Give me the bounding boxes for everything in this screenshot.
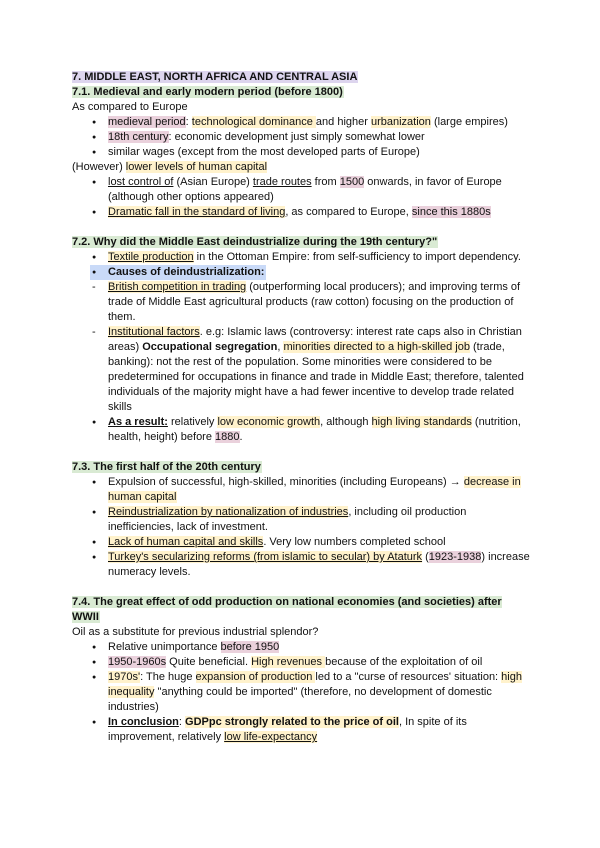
text-run: (outperforming local producers); and improving terms of trade of Middle East agricultural products (raw cotton) focusing on the production of them. xyxy=(108,281,521,323)
text-run: onwards, in favor of Europe (although other options appeared) xyxy=(108,176,502,203)
bullet-list-7-1 xyxy=(72,115,532,160)
text-run: minorities directed to a high-skilled job xyxy=(283,341,470,353)
text-run: . e.g: Islamic laws (controversy: interest rate caps also in Christian areas) xyxy=(108,326,522,353)
list-item xyxy=(72,640,532,655)
text-run: Institutional factors xyxy=(108,326,200,338)
section-heading-7-3 xyxy=(72,460,532,475)
list-item xyxy=(72,715,532,745)
text-run: Turkey's secularizing reforms (from islamic to secular) by Ataturk xyxy=(108,551,423,563)
bullet-list-7-4 xyxy=(72,640,532,745)
text-run: British competition in trading xyxy=(108,281,247,293)
text-run: In conclusion xyxy=(108,716,179,728)
text-run: decrease in human capital xyxy=(108,476,521,503)
text-run: 7.2. Why did the Middle East deindustrialize during the 19th century?" xyxy=(72,236,438,248)
text-run: , xyxy=(277,341,284,353)
text-run: urbanization xyxy=(370,116,431,128)
list-item xyxy=(72,505,532,535)
text-run: High revenues xyxy=(251,656,326,668)
list-item xyxy=(72,175,532,205)
text-run: 7.4. The great effect of odd production on national economies (and societies) after WWII xyxy=(72,596,502,623)
list-item xyxy=(72,655,532,670)
text-run: trade routes xyxy=(252,176,312,188)
text-run: Lack of human capital and skills xyxy=(108,536,264,548)
text-run: , although xyxy=(320,416,372,428)
text-run: ) increase numeracy levels. xyxy=(108,551,530,578)
text-run: : xyxy=(185,116,192,128)
text-run: : xyxy=(178,716,186,728)
text-run: and higher xyxy=(315,116,371,128)
chapter-title xyxy=(72,70,532,85)
list-item xyxy=(72,535,532,550)
text-run: (Asian Europe) xyxy=(173,176,253,188)
section-heading-7-2 xyxy=(72,235,532,250)
text-run: Textile production xyxy=(108,251,194,263)
text-run: . xyxy=(239,431,243,443)
text-run: similar wages (except from the most developed parts of Europe) xyxy=(108,146,420,158)
intro-text: Oil as a substitute for previous industrial splendor? xyxy=(72,626,319,638)
text-run: 7. MIDDLE EAST, NORTH AFRICA AND CENTRAL ASIA xyxy=(72,71,358,83)
list-item xyxy=(72,130,532,145)
dash-item xyxy=(72,280,532,325)
text-run: technological dominance xyxy=(191,116,316,128)
text-run: 7.3. The first half of the 20th century xyxy=(72,461,261,473)
text-run: 1923-1938 xyxy=(428,551,482,563)
list-item xyxy=(72,550,532,580)
text-run: relatively xyxy=(167,416,218,428)
text-run: 18th century xyxy=(108,131,169,143)
text-run: low economic growth xyxy=(217,416,321,428)
text-run: Occupational segregation xyxy=(142,341,278,353)
text-run: medieval period xyxy=(108,116,186,128)
list-item xyxy=(72,205,532,220)
text-run: high living standards xyxy=(371,416,472,428)
text-run: 1950-1960s xyxy=(108,656,167,668)
text-run: Quite beneficial. xyxy=(166,656,252,668)
text-run: because of the exploitation of oil xyxy=(325,656,483,668)
text-run: "anything could be imported" (therefore, no development of domestic industries) xyxy=(108,686,492,713)
text-run: high inequality xyxy=(108,671,522,698)
bullet-list-7-3 xyxy=(72,475,532,580)
bullet-list-7-1b xyxy=(72,175,532,220)
text-run: 1500 xyxy=(339,176,365,188)
text-run: Dramatic fall in the standard of living xyxy=(108,206,286,218)
text-run: ( xyxy=(422,551,429,563)
text-run: in the Ottoman Empire: from self-sufficiency to import dependency. xyxy=(193,251,521,263)
text-run: : The huge xyxy=(140,671,196,683)
text-run: , In spite of its improvement, relatively xyxy=(108,716,467,743)
text-run: Causes of deindustrialization: xyxy=(108,266,265,278)
text-run: 1880 xyxy=(215,431,240,443)
list-item xyxy=(72,670,532,715)
text-run: : economic development just simply somewhat lower xyxy=(168,131,425,143)
text-run: Expulsion of successful, high-skilled, minorities (including Europeans) → xyxy=(108,476,464,488)
text-run: expansion of production xyxy=(195,671,316,683)
text-run: lost control of xyxy=(108,176,174,188)
text-run: (However) xyxy=(72,161,126,173)
text-run: As a result: xyxy=(108,416,168,428)
text-run: low life-expectancy xyxy=(224,731,318,743)
text-run: , as compared to Europe, xyxy=(285,206,412,218)
list-item-causes xyxy=(90,265,266,280)
dash-item xyxy=(72,325,532,415)
list-item xyxy=(72,115,532,130)
text-run: (large empires) xyxy=(430,116,508,128)
section-heading-7-4 xyxy=(72,595,532,625)
text-run: Reindustrialization by nationalization of industries xyxy=(108,506,349,518)
text-run: from xyxy=(311,176,340,188)
text-run: , including oil production inefficiencies, lack of investment. xyxy=(108,506,467,533)
text-run: 7.1. Medieval and early modern period (before 1800) xyxy=(72,86,343,98)
list-item xyxy=(72,145,532,160)
text-run: since this 1880s xyxy=(411,206,491,218)
intro-text: As compared to Europe xyxy=(72,101,188,113)
section-heading-7-1 xyxy=(72,85,532,100)
list-item xyxy=(72,475,532,505)
text-run: before 1950 xyxy=(220,641,280,653)
text-run: Relative unimportance xyxy=(108,641,221,653)
text-run: . Very low numbers completed school xyxy=(263,536,446,548)
text-run: 1970s' xyxy=(108,671,141,683)
bullet-list-7-2 xyxy=(72,250,532,445)
text-run: (nutrition, health, height) before xyxy=(108,416,521,443)
text-run: lower levels of human capital xyxy=(125,161,268,173)
however-text xyxy=(72,160,532,175)
text-run: led to a "curse of resources' situation: xyxy=(315,671,502,683)
list-item xyxy=(72,415,532,445)
text-run: (trade, banking): not the rest of the population. Some minorities were considered to be predetermined for occupations in finance and trade in Middle East; therefore, talented individuals of the majority might have a had fewer incentive to develop trade related skills xyxy=(108,341,524,413)
text-run: GDPpc strongly related to the price of oil xyxy=(185,716,399,728)
document-page xyxy=(72,70,532,745)
list-item xyxy=(72,250,532,265)
